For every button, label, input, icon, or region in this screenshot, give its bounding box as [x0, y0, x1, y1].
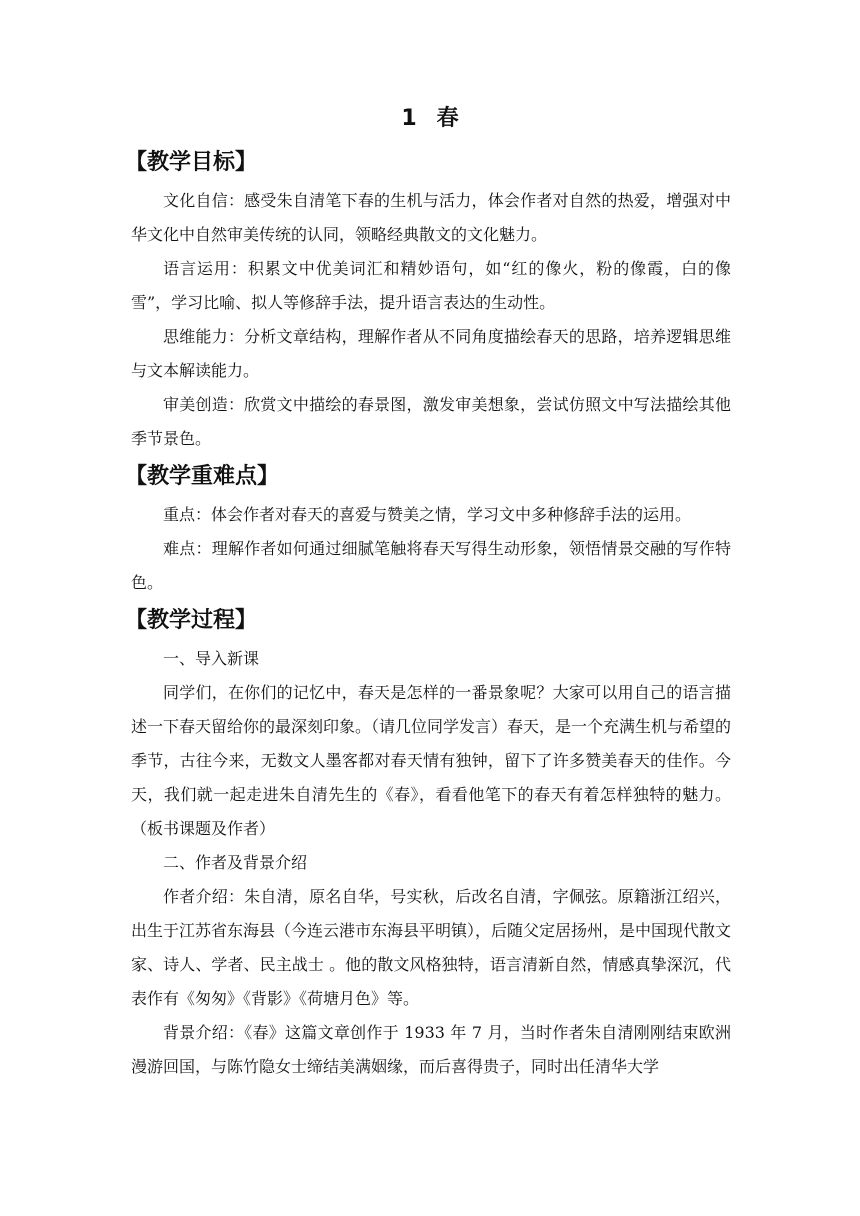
keypoint-paragraph: 重点：体会作者对春天的喜爱与赞美之情，学习文中多种修辞手法的运用。 [163, 505, 692, 524]
goal-paragraph: 审美创造：欣赏文中描绘的春景图，激发审美想象，尝试仿照文中写法描绘其他季节景色。 [131, 395, 731, 448]
lesson-title: 春 [436, 106, 461, 131]
lesson-number: 1 [401, 106, 419, 131]
subsection-heading-intro: 一、导入新课 [163, 649, 260, 668]
background-paragraph: 背景介绍：《春》这篇文章创作于 1933 年 7 月，当时作者朱自清刚刚结束欧洲漫游回国，与陈竹隐女士缔结美满姻缘，而后喜得贵子，同时出任清华大学 [131, 1023, 731, 1076]
subsection-heading-author: 二、作者及背景介绍 [163, 853, 308, 872]
intro-paragraph: 同学们，在你们的记忆中，春天是怎样的一番景象呢？大家可以用自己的语言描述一下春天留给你的最深刻印象。（请几位同学发言）春天，是一个充满生机与希望的季节，古往今来，无数文人墨客都对春天情有独钟，留下了许多赞美春天的佳作。今天，我们就一起走进朱自清先生的《春》，看看他笔下的春天有着怎样独特的魅力。（板书课题及作者） [131, 683, 732, 838]
goal-paragraph: 文化自信：感受朱自清笔下春的生机与活力，体会作者对自然的热爱，增强对中华文化中自然审美传统的认同，领略经典散文的文化魅力。 [131, 191, 731, 244]
goal-paragraph: 思维能力：分析文章结构，理解作者从不同角度描绘春天的思路，培养逻辑思维与文本解读能力。 [131, 327, 731, 380]
goal-paragraph: 语言运用：积累文中优美词汇和精妙语句，如“红的像火，粉的像霞，白的像雪”，学习比喻、拟人等修辞手法，提升语言表达的生动性。 [131, 259, 731, 312]
section-heading-goals: 【教学目标】 [125, 150, 258, 175]
page-title [131, 96, 731, 142]
section-heading-process: 【教学过程】 [125, 608, 258, 633]
keypoint-paragraph: 难点：理解作者如何通过细腻笔触将春天写得生动形象，领悟情景交融的写作特色。 [131, 539, 731, 592]
section-heading-keypoints: 【教学重难点】 [125, 464, 280, 489]
author-paragraph: 作者介绍：朱自清，原名自华，号实秋，后改名自清，字佩弦。原籍浙江绍兴，出生于江苏省东海县（今连云港市东海县平明镇），后随父定居扬州，是中国现代散文家、诗人、学者、民主战士 。他的散文风格独特，语言清新自然，情感真挚深沉，代表作有《匆匆》《背影》《荷塘月色》等。 [131, 887, 732, 1008]
document-content [125, 96, 732, 1084]
